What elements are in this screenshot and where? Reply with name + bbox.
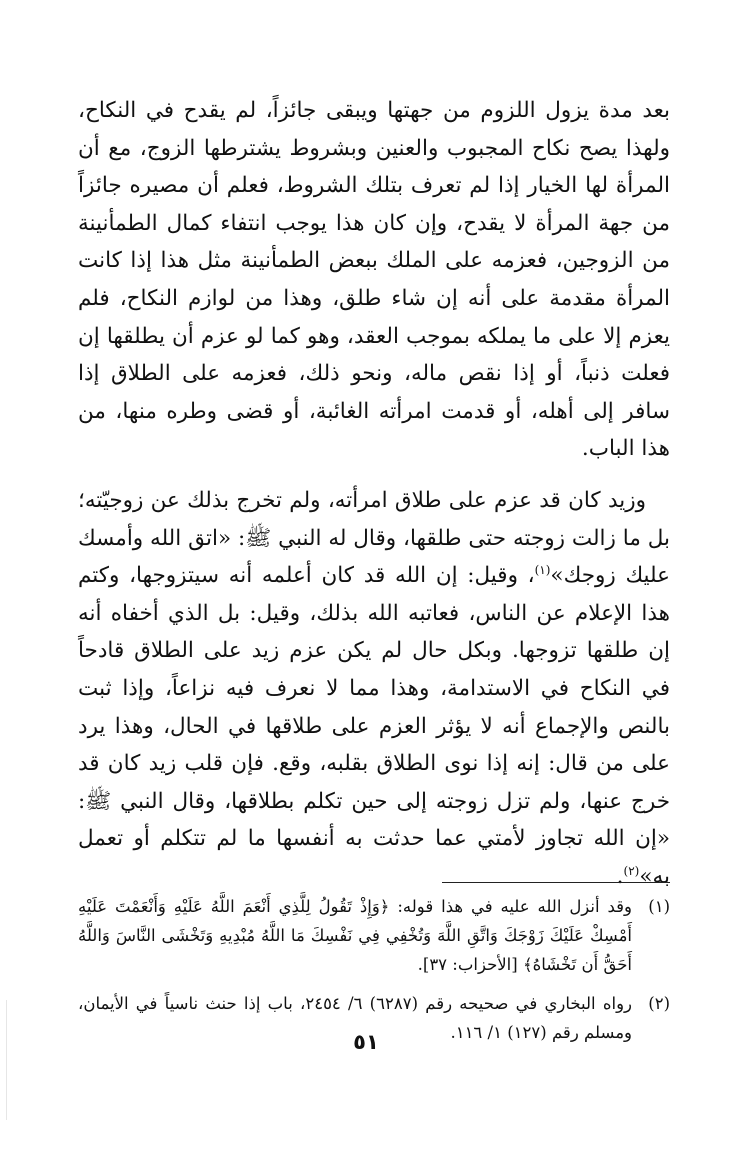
body-paragraph-2 — [78, 482, 670, 896]
body-paragraph-1: بعد مدة يزول اللزوم من جهتها ويبقى جائزاً، لم يقدح في النكاح، ولهذا يصح نكاح المجبوب والعنين وبشروط يشترطها الزوج، مع أن المرأة لها الخيار إذا لم تعرف بتلك الشروط، فعلم أن مصيره جائزاً من جهة المرأة لا يقدح، وإن كان هذا يوجب انتفاء كمال الطمأنينة من الزوجين، فعزمه على الملك ببعض الطمأنينة مثل هذا إذا كانت المرأة مقدمة على أنه إن شاء طلق، وهذا من لوازم النكاح، فلم يعزم إلا على ما يملكه بموجب العقد، وهو كما لو عزم أن يطلقها إن فعلت ذنباً، أو إذا نقص ماله، ونحو ذلك، فعزمه على الطلاق إذا سافر إلى أهله، أو قدمت امرأته الغائبة، أو قضى وطره منها، من هذا الباب. — [78, 98, 670, 462]
scan-margin-line — [6, 1000, 7, 1120]
footnote-reference-1: (١) — [534, 562, 551, 577]
footnote-2-number: (٢) — [648, 994, 670, 1013]
page-number: ٥١ — [353, 1030, 379, 1054]
footnote-1-number: (١) — [648, 897, 670, 916]
body-paragraph-2-text-a: وزيد كان قد عزم على طلاق امرأته، ولم تخرج بذلك عن زوجيّته؛ بل ما زالت زوجته حتى طلقها، وقال له النبي ﷺ: «اتق الله وأمسك عليك زوجك» — [78, 487, 670, 589]
footnote-1 — [78, 892, 670, 979]
footnote-2-text: رواه البخاري في صحيحه رقم (٦٢٨٧) ٦/ ٢٤٥٤، باب إذا حنث ناسياً في الأيمان، ومسلم رقم (١٢٧) ١/ ١١٦. — [78, 994, 632, 1042]
body-paragraph-2-end: . — [616, 863, 624, 889]
footnote-1-text: وقد أنزل الله عليه في هذا قوله: ﴿وَإِذْ تَقُولُ لِلَّذِي أَنْعَمَ اللَّهُ عَلَيْهِ وَأَنْعَمْتَ عَلَيْهِ أَمْسِكْ عَلَيْكَ زَوْجَكَ وَاتَّقِ اللَّهَ وَتُخْفِي فِي نَفْسِكَ مَا اللَّهُ مُبْدِيهِ وَتَخْشَى النَّاسَ وَاللَّهُ أَحَقُّ أَن تَخْشَاهُ﴾ [الأحزاب: ٣٧]. — [78, 897, 632, 974]
body-paragraph-2-text-b: ، وقيل: إن الله قد كان أعلمه أنه سيتزوجها، وكتم هذا الإعلام عن الناس، فعاتبه الله بذلك، وقيل: بل الذي أخفاه أنه إن طلقها تزوجها. وبكل حال لم يكن عزم زيد على الطلاق قادحاً في النكاح في الاستدامة، وهذا مما لا نعرف فيه نزاعاً، وإذا ثبت بالنص والإجماع أنه لا يؤثر العزم على طلاقها في الحال، وهذا يرد على من قال: إنه إذا نوى الطلاق بقلبه، وقع. فإن قلب زيد كان قد خرج عنها، ولم تزل زوجته إلى حين تكلم بطلاقها، وقال النبي ﷺ: «إن الله تجاوز لأمتي عما حدثت به أنفسها ما لم تتكلم أو تعمل به» — [78, 563, 670, 889]
footnote-separator — [442, 882, 670, 883]
footnote-reference-2: (٢) — [623, 863, 640, 878]
paragraph-spacer — [78, 468, 670, 482]
